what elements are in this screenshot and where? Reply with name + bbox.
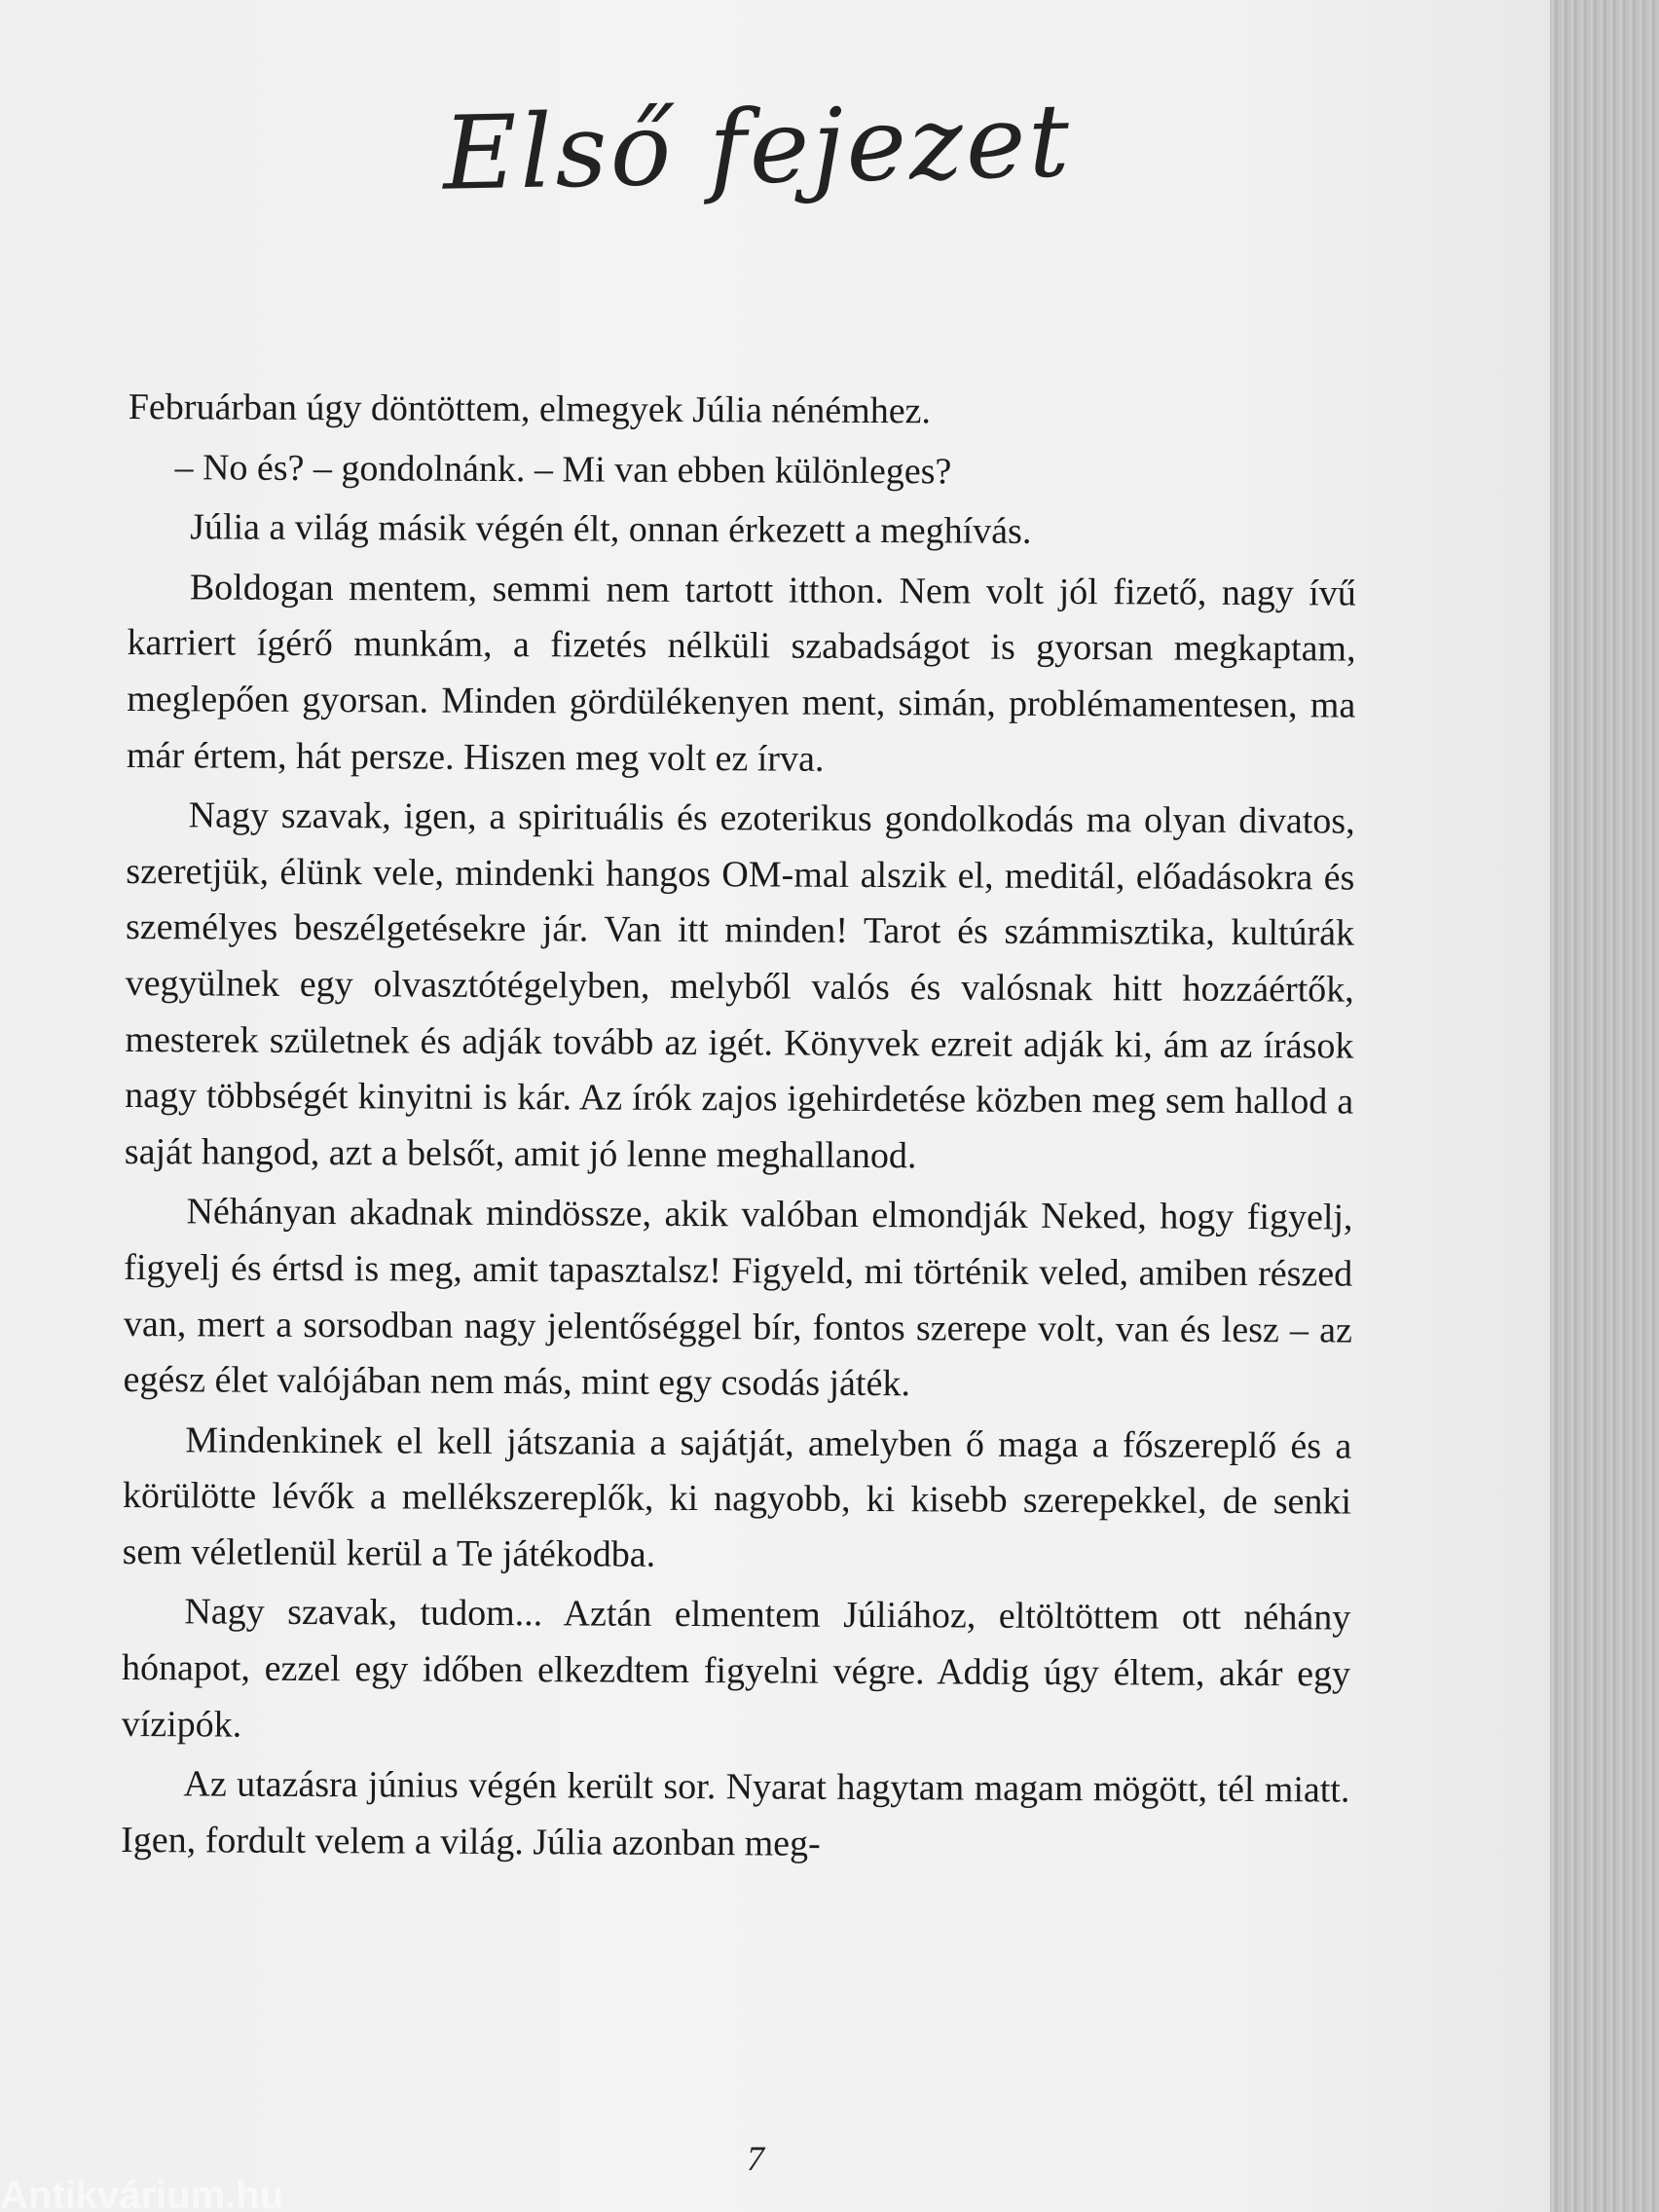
paragraph-6: Néhányan akadnak mindössze, akik valóban elmondják Neked, hogy figyelj, figyelj és értsd is meg, amit tapasztalsz! Figyeld, mi történik veled, amiben részed van, mert a sorsodban nagy jelentőséggel bír, fontos szerepe volt, van és lesz – az egész élet valójában nem más, mint egy csodás játék. bbox=[123, 1191, 1353, 1405]
watermark: Antikvárium.hu bbox=[0, 2174, 284, 2212]
paragraph-7: Mindenkinek el kell játszania a sajátját, amelyben ő maga a főszereplő és a körülötte lévők a mellékszereplők, ki nagyobb, ki kisebb szerepekkel, de senki sem véletlenül kerül a Te játékodba. bbox=[122, 1419, 1352, 1575]
paragraph-8: Nagy szavak, tudom... Aztán elmentem Júliához, eltöltöttem ott néhány hónapot, ezzel egy időben elkezdtem figyelni végre. Addig úgy éltem, akár egy vízipók. bbox=[121, 1591, 1351, 1746]
paragraph-5: Nagy szavak, igen, a spirituális és ezoterikus gondolkodás ma olyan divatos, szeretjük, élünk vele, mindenki hangos OM-mal alszik el, meditál, előadásokra és személyes beszélgetésekre jár. Van itt minden! Tarot és számmisztika, kultúrák vegyülnek egy olvasztótégelyben, melyből valós és valósnak hitt hozzáértők, mesterek születnek és adják tovább az igét. Könyvek ezreit adják ki, ám az írások nagy többségét kinyitni is kár. Az írók zajos igehirdetése közben meg sem hallod a saját hangod, azt a belsőt, amit jó lenne meghallanod. bbox=[124, 794, 1355, 1176]
page-number: 7 bbox=[747, 2139, 764, 2178]
chapter-title: Első fejezet bbox=[441, 81, 1074, 213]
paragraph-1: Februárban úgy döntöttem, elmegyek Júlia nénémhez. bbox=[128, 386, 932, 432]
paragraph-9: Az utazásra június végén került sor. Nyarat hagytam magam mögött, tél miatt. Igen, fordult velem a világ. Júlia azonban meg- bbox=[121, 1763, 1350, 1864]
body-text bbox=[121, 380, 1357, 1879]
page-stack-edge bbox=[1550, 0, 1659, 2212]
paragraph-4: Boldogan mentem, semmi nem tartott itthon. Nem volt jól fizető, nagy ívű karriert ígérő munkám, a fizetés nélküli szabadságot is gyorsan megkaptam, meglepően gyorsan. Minden gördülékenyen ment, simán, problémamentesen, ma már értem, hát persze. Hiszen meg volt ez írva. bbox=[126, 567, 1356, 780]
paragraph-2: – No és? – gondolnánk. – Mi van ebben különleges? bbox=[174, 446, 952, 493]
paragraph-3: Júlia a világ másik végén élt, onnan érkezett a meghívás. bbox=[190, 506, 1032, 553]
